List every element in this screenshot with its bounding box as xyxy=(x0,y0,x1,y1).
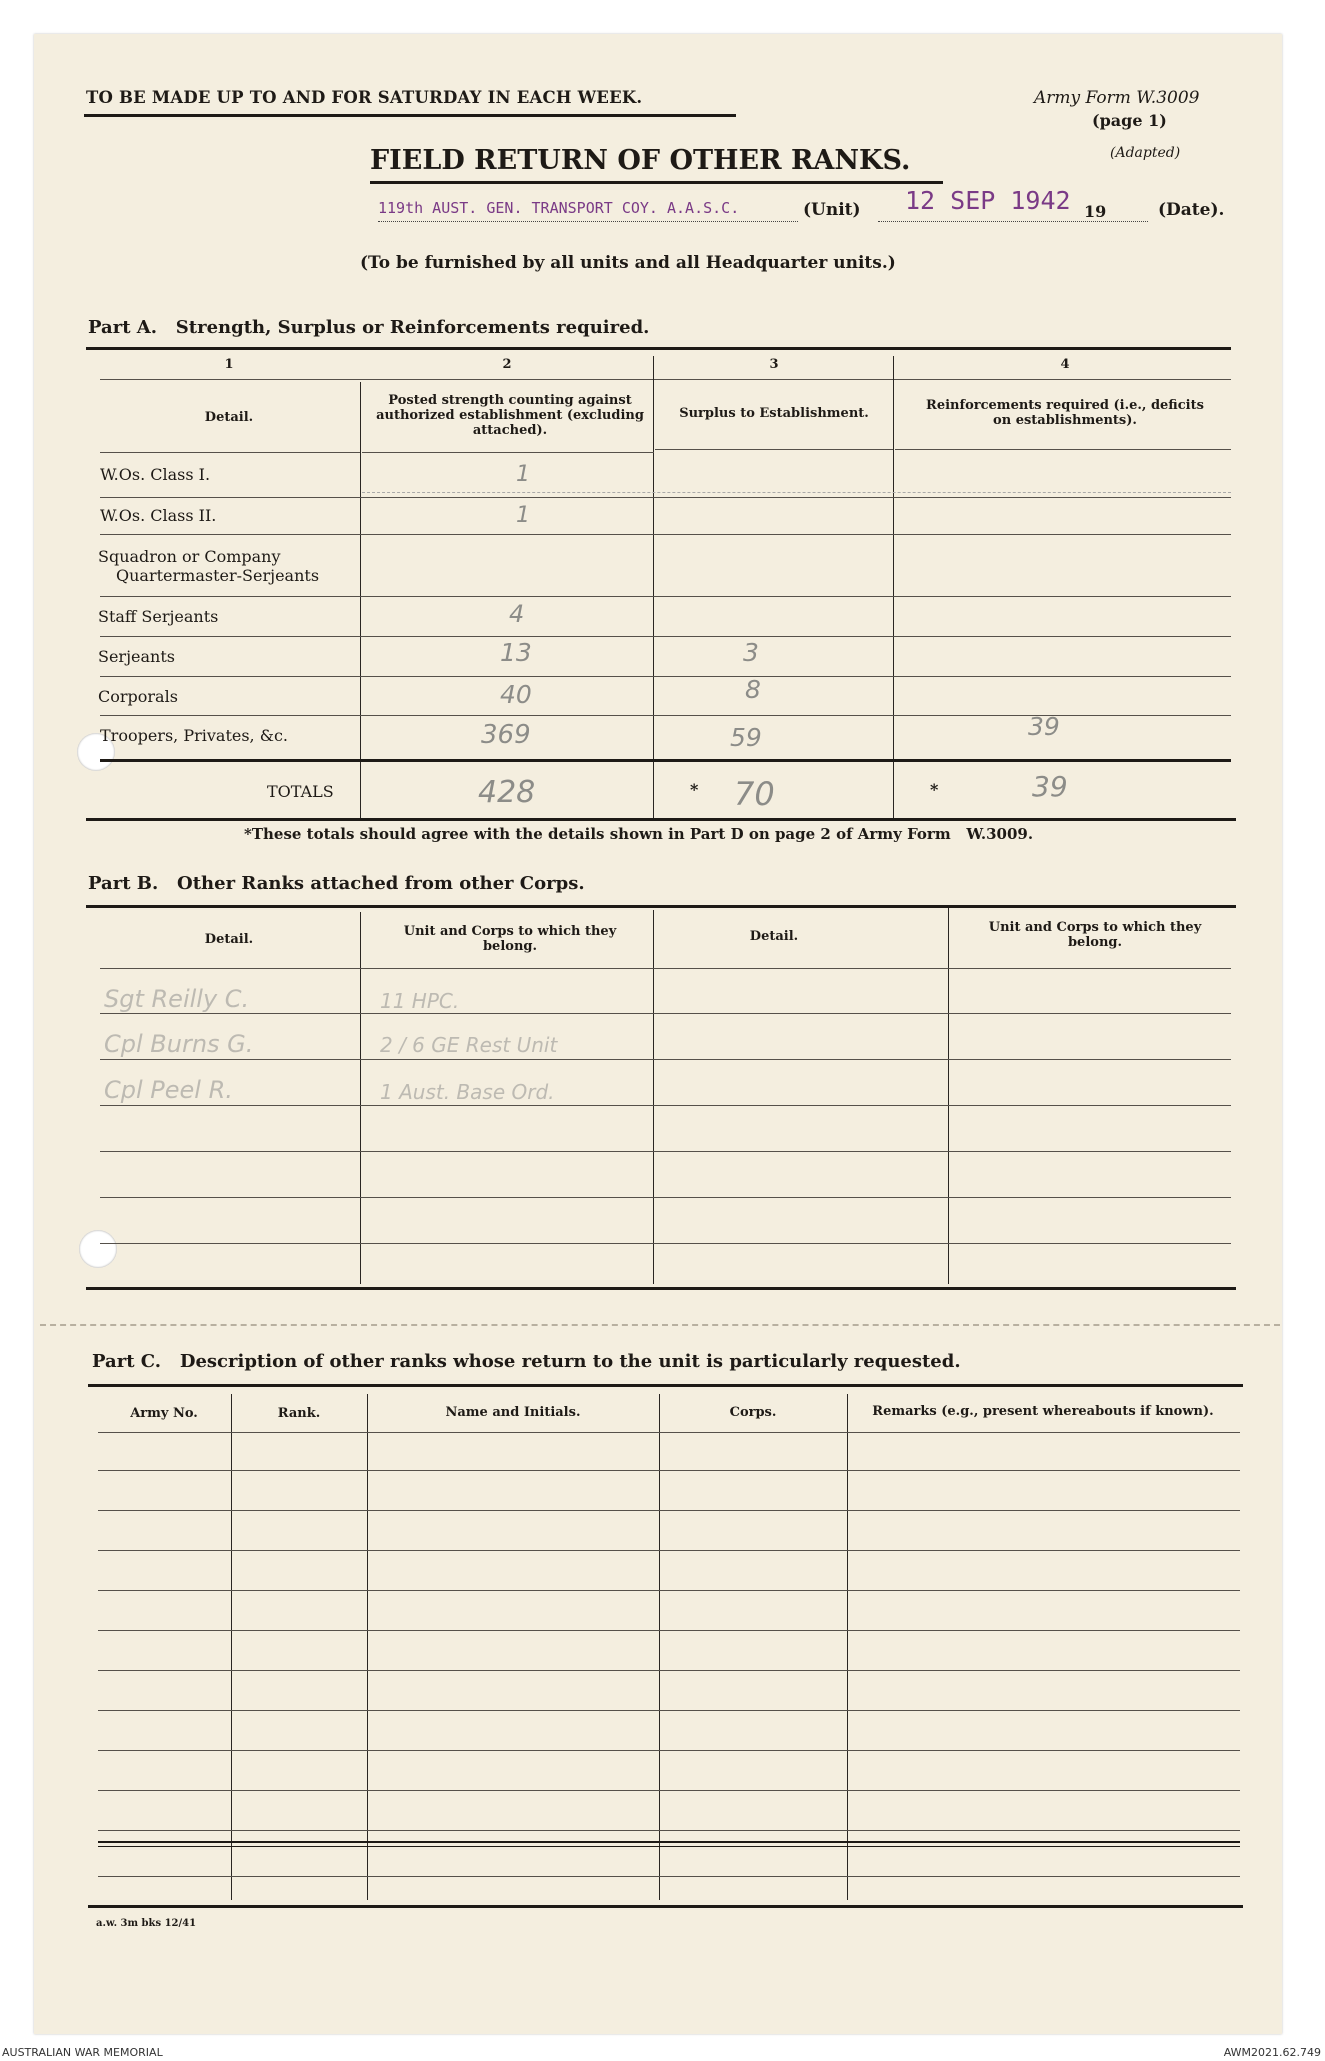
instruction-text: TO BE MADE UP TO AND FOR SATURDAY IN EACH WEEK. xyxy=(86,88,643,107)
footer-accession-number: AWM2021.62.749 xyxy=(1223,2046,1321,2059)
part-a-row-rule xyxy=(100,636,1231,637)
part-b-row-rule xyxy=(100,1059,1231,1060)
part-c-row-rule xyxy=(98,1550,1240,1551)
reinf-troopers: 39 xyxy=(1028,712,1060,741)
total-posted: 428 xyxy=(478,775,536,810)
perforation-line xyxy=(40,1324,1280,1326)
part-c-header-remarks: Remarks (e.g., present whereabouts if known). xyxy=(872,1404,1214,1419)
part-c-header-army-no: Army No. xyxy=(130,1406,198,1421)
part-c-bottom-rule xyxy=(88,1905,1243,1908)
punch-hole-bottom xyxy=(79,1230,117,1268)
part-b-row-rule xyxy=(100,1243,1231,1244)
part-a-footnote: *These totals should agree with the details shown in Part D on page 2 of Army Form W.3009. xyxy=(244,825,1034,843)
part-b-vline-2 xyxy=(653,910,654,1284)
instruction-underline xyxy=(84,114,736,117)
part-b-row-rule xyxy=(100,1013,1231,1014)
part-b-header-unit-1: Unit and Corps to which they belong. xyxy=(403,924,617,954)
part-c-row-rule xyxy=(98,1750,1240,1751)
part-b-unit-entry: 11 HPC. xyxy=(380,989,460,1013)
part-c-top-rule xyxy=(88,1384,1243,1387)
totals-label: TOTALS xyxy=(267,782,334,801)
part-c-double-rule-top xyxy=(98,1841,1240,1843)
title-underline xyxy=(370,181,943,184)
part-c-row-rule xyxy=(98,1710,1240,1711)
row-label-corporals: Corporals xyxy=(98,687,178,706)
part-a-header-rule-3 xyxy=(655,449,893,450)
part-b-detail-entry: Cpl Burns G. xyxy=(104,1030,254,1058)
part-c-row-rule xyxy=(98,1510,1240,1511)
part-a-row-rule xyxy=(100,534,1231,535)
date-stamp: 12 SEP 1942 xyxy=(905,186,1071,215)
part-c-row-rule xyxy=(98,1630,1240,1631)
part-b-header-detail-2: Detail. xyxy=(749,929,799,944)
unit-stamp: 119th AUST. GEN. TRANSPORT COY. A.A.S.C. xyxy=(378,199,740,217)
part-a-header-rule-2 xyxy=(362,452,654,453)
total-reinf: 39 xyxy=(1032,770,1068,803)
form-title: FIELD RETURN OF OTHER RANKS. xyxy=(370,145,911,176)
posted-wo2: 1 xyxy=(516,503,530,528)
posted-serjeants: 13 xyxy=(500,638,532,667)
part-a-header-surplus: Surplus to Establishment. xyxy=(679,406,869,421)
part-c-row-rule xyxy=(98,1670,1240,1671)
form-subtitle: (To be furnished by all units and all Headquarter units.) xyxy=(360,253,896,273)
part-a-header-posted: Posted strength counting against authorized establishment (excluding attached). xyxy=(376,393,644,438)
col-number-2: 2 xyxy=(502,357,512,372)
print-code: a.w. 3m bks 12/41 xyxy=(96,1918,197,1929)
part-c-row-rule xyxy=(98,1830,1240,1831)
total-surplus: 70 xyxy=(734,775,775,813)
total-reinf-asterisk: * xyxy=(930,780,939,799)
col-number-3: 3 xyxy=(769,357,779,372)
part-a-totals-top-rule xyxy=(100,759,1231,762)
part-c-row-rule xyxy=(98,1876,1240,1877)
part-c-header-name: Name and Initials. xyxy=(445,1405,581,1420)
part-c-double-rule-bottom xyxy=(98,1846,1240,1847)
part-b-row-rule xyxy=(100,1105,1231,1106)
part-c-row-rule xyxy=(98,1590,1240,1591)
posted-wo1: 1 xyxy=(516,462,530,487)
unit-label: (Unit) xyxy=(803,200,861,220)
row-label-staff-serjeants: Staff Serjeants xyxy=(98,607,219,626)
part-b-top-rule xyxy=(86,905,1236,908)
row-label-cqms: Squadron or Company xyxy=(98,547,281,566)
part-a-row-rule xyxy=(100,676,1231,677)
part-b-bottom-rule xyxy=(86,1287,1236,1290)
part-c-heading: Part C. Description of other ranks whose return to the unit is particularly requested. xyxy=(92,1351,961,1372)
part-a-top-rule xyxy=(86,347,1231,350)
part-a-num-rule xyxy=(100,379,1231,380)
part-b-vline-3 xyxy=(948,908,949,1284)
date-dotted-line xyxy=(878,221,1148,222)
total-surplus-asterisk: * xyxy=(690,780,699,799)
part-a-row-rule xyxy=(362,492,1231,493)
surplus-troopers: 59 xyxy=(730,723,762,752)
part-a-header-detail: Detail. xyxy=(204,410,254,425)
part-b-detail-entry: Sgt Reilly C. xyxy=(104,985,250,1013)
part-b-heading: Part B. Other Ranks attached from other Corps. xyxy=(88,873,585,894)
year-prefix: 19 xyxy=(1084,202,1107,221)
surplus-corporals: 8 xyxy=(745,675,761,704)
row-label-serjeants: Serjeants xyxy=(98,647,175,666)
part-b-row-rule xyxy=(100,1197,1231,1198)
col-number-4: 4 xyxy=(1060,357,1070,372)
page-label: (page 1) xyxy=(1092,111,1167,130)
part-a-header-rule-1 xyxy=(100,452,360,453)
part-a-row-rule xyxy=(100,596,1231,597)
part-a-vline-2 xyxy=(653,356,654,820)
col-number-1: 1 xyxy=(224,357,234,372)
part-c-header-corps: Corps. xyxy=(729,1405,777,1420)
part-a-header-rule-4 xyxy=(895,449,1231,450)
surplus-serjeants: 3 xyxy=(743,638,759,667)
part-b-header-rule xyxy=(100,968,1231,969)
posted-troopers: 369 xyxy=(481,720,531,750)
posted-staff-serjeants: 4 xyxy=(509,600,525,628)
part-a-row-rule xyxy=(100,715,1231,716)
part-c-row-rule xyxy=(98,1790,1240,1791)
part-b-detail-entry: Cpl Peel R. xyxy=(104,1076,233,1104)
row-label-wo-class-1: W.Os. Class I. xyxy=(100,465,211,484)
part-a-header-reinf: Reinforcements required (i.e., deficits on establishments). xyxy=(926,398,1204,428)
part-c-header-rank: Rank. xyxy=(277,1406,321,1421)
row-label-cqms-2: Quartermaster-Serjeants xyxy=(116,566,320,585)
date-label: (Date). xyxy=(1158,200,1225,220)
part-a-vline-3 xyxy=(893,356,894,820)
posted-corporals: 40 xyxy=(500,680,532,709)
part-c-row-rule xyxy=(98,1432,1240,1433)
part-b-row-rule xyxy=(100,1151,1231,1152)
row-label-wo-class-2: W.Os. Class II. xyxy=(100,506,217,525)
part-b-header-unit-2: Unit and Corps to which they belong. xyxy=(988,920,1202,950)
part-c-row-rule xyxy=(98,1470,1240,1471)
part-b-unit-entry: 1 Aust. Base Ord. xyxy=(380,1080,555,1104)
adapted-label: (Adapted) xyxy=(1110,145,1181,161)
part-b-unit-entry: 2 / 6 GE Rest Unit xyxy=(380,1033,558,1057)
part-b-header-detail-1: Detail. xyxy=(204,932,254,947)
footer-credit: AUSTRALIAN WAR MEMORIAL xyxy=(2,2046,163,2059)
part-a-row-rule xyxy=(100,497,1231,498)
row-label-troopers: Troopers, Privates, &c. xyxy=(100,726,289,745)
form-id: Army Form W.3009 xyxy=(1034,88,1200,108)
part-a-totals-bottom-rule xyxy=(86,818,1236,821)
part-a-heading: Part A. Strength, Surplus or Reinforcements required. xyxy=(88,317,650,338)
part-a-vline-1 xyxy=(360,382,361,820)
unit-dotted-line xyxy=(378,221,798,222)
